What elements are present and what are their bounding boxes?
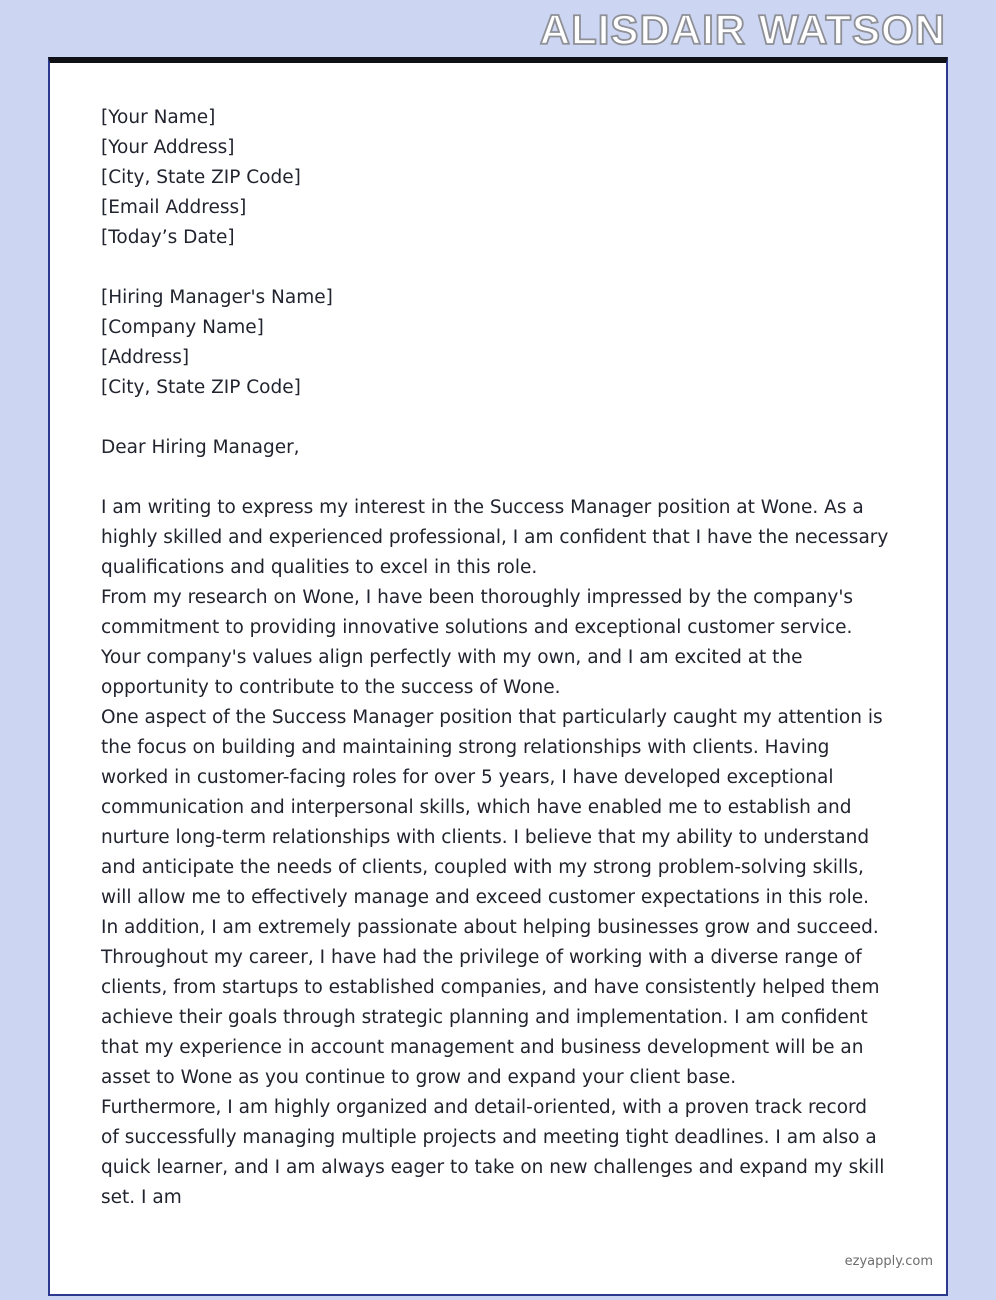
paragraph: Furthermore, I am highly organized and detail-oriented, with a proven track record of successfully managing multiple projects and meeting tight deadlines. I am also a quick learner, and I am always eager to take on new challenges and expand my skill set. I am [101, 1097, 885, 1208]
paragraph: I am writing to express my interest in the Success Manager position at Wone. As a highly skilled and experienced professional, I am confident that I have the necessary qualifications and qualities to excel in this role. [101, 497, 889, 578]
address-line: [City, State ZIP Code] [101, 167, 301, 188]
document-page [48, 57, 948, 1296]
salutation [101, 433, 890, 463]
watermark: ezyapply.com [844, 1254, 933, 1269]
address-line: [Email Address] [101, 197, 247, 218]
paragraph: From my research on Wone, I have been thoroughly impressed by the company's commitment to providing innovative solutions and exceptional customer service. Your company's values align perfectly with my own, and I am excited at the opportunity to contribute to the success of Wone. [101, 587, 854, 698]
address-line: [Today’s Date] [101, 227, 235, 248]
address-line: [Your Address] [101, 137, 235, 158]
letter-body [50, 63, 946, 1213]
address-line: [Your Name] [101, 107, 216, 128]
address-line: [Address] [101, 347, 190, 368]
address-line: [Company Name] [101, 317, 264, 338]
paragraph: One aspect of the Success Manager position that particularly caught my attention is the focus on building and maintaining strong relationships with clients. Having worked in customer-facing roles for over 5 years, I have developed exceptional communication and interpersonal skills, which have enabled me to establish and nurture long-term relationships with clients. I believe that my ability to understand and anticipate the needs of clients, coupled with my strong problem-solving skills, will allow me to effectively manage and exceed customer expectations in this role. [101, 707, 883, 908]
header-name: ALISDAIR WATSON [539, 6, 946, 53]
address-line: [Hiring Manager's Name] [101, 287, 333, 308]
address-line: [City, State ZIP Code] [101, 377, 301, 398]
sender-address-block [101, 103, 890, 253]
salutation-line: Dear Hiring Manager, [101, 437, 300, 458]
paragraph: In addition, I am extremely passionate about helping businesses grow and succeed. Throughout my career, I have had the privilege of working with a diverse range of clients, from startups to established companies, and have consistently helped them achieve their goals through strategic planning and implementation. I am confident that my experience in account management and business development will be an asset to Wone as you continue to grow and expand your client base. [101, 917, 880, 1088]
recipient-address-block [101, 283, 890, 403]
